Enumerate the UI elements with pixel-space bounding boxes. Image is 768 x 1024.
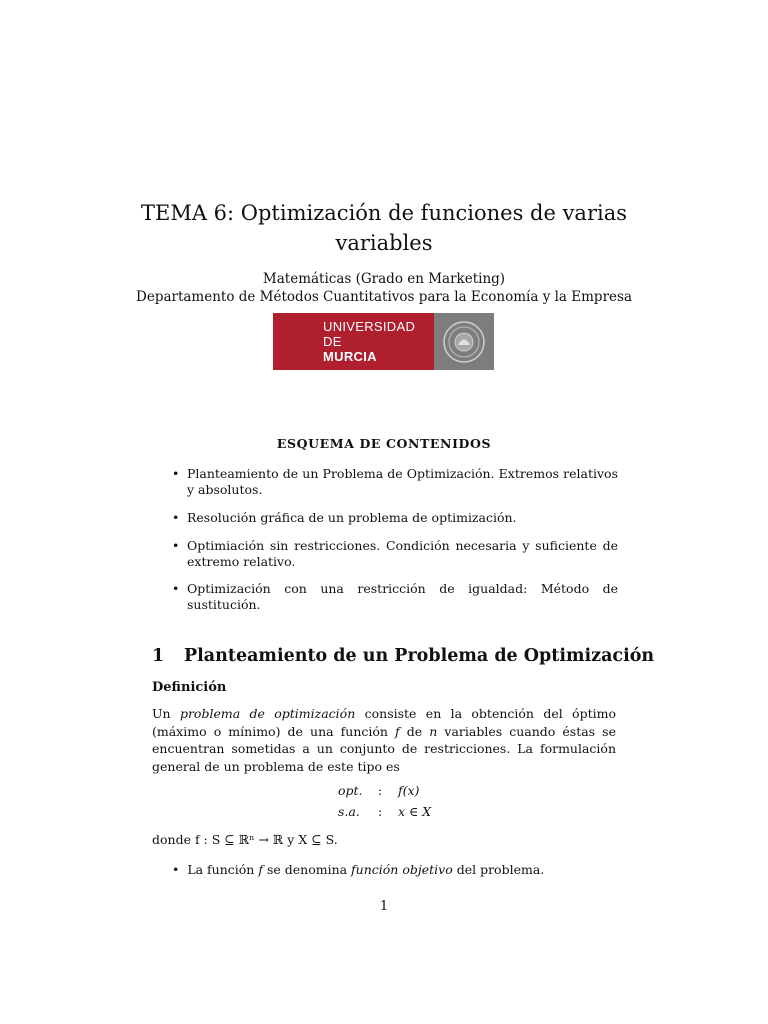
formula-row-constraint: s.a. : x ∈ X: [338, 804, 432, 819]
list-item: • La función f se denomina función objetivo del problema.: [172, 862, 545, 877]
definition-label: Definición: [152, 680, 227, 695]
bullet-icon: •: [172, 466, 180, 481]
bullet-icon: •: [172, 510, 180, 525]
bullet-icon: •: [172, 581, 180, 596]
logo-line-1: UNIVERSIDAD DE: [323, 319, 416, 349]
list-item: • Optimiación sin restricciones. Condición necesaria y suficiente de extremo relativo.: [172, 538, 618, 569]
bullet-icon: •: [172, 862, 180, 877]
section-heading: [152, 646, 654, 666]
list-item: • Planteamiento de un Problema de Optimización. Extremos relativos y absolutos.: [172, 466, 618, 497]
logo-line-2: MURCIA: [323, 349, 377, 364]
domain-statement: donde f : S ⊆ ℝⁿ → ℝ y X ⊆ S.: [152, 832, 338, 847]
course-subtitle: Matemáticas (Grado en Marketing): [262, 271, 506, 287]
definition-paragraph: Un problema de optimización consiste en la obtención del óptimo (máximo o mínimo) de una función f de n variables cuando éstas se encuentran sometidas a un conjunto de restricciones. La formulación general de un problema de este tipo es: [152, 706, 616, 774]
emphasis-term: función objetivo: [351, 862, 453, 877]
document-title: TEMA 6: Optimización de funciones de varias variables: [140, 201, 627, 255]
emphasis-term: problema de optimización: [179, 706, 356, 721]
page-number: 1: [379, 899, 389, 914]
logo-wordmark: [273, 313, 434, 370]
outline-heading: ESQUEMA DE CONTENIDOS: [276, 436, 492, 451]
list-item: • Resolución gráfica de un problema de optimización.: [172, 510, 517, 525]
bullet-icon: •: [172, 538, 180, 553]
university-seal-icon: [434, 313, 494, 370]
university-logo: [273, 313, 494, 370]
section-number: 1: [152, 646, 165, 666]
section-title: Planteamiento de un Problema de Optimización: [184, 646, 655, 666]
formula-row-objective: opt. : f(x): [338, 783, 420, 798]
department-subtitle: Departamento de Métodos Cuantitativos para la Economía y la Empresa: [136, 289, 632, 305]
list-item: • Optimización con una restricción de igualdad: Método de sustitución.: [172, 581, 618, 612]
